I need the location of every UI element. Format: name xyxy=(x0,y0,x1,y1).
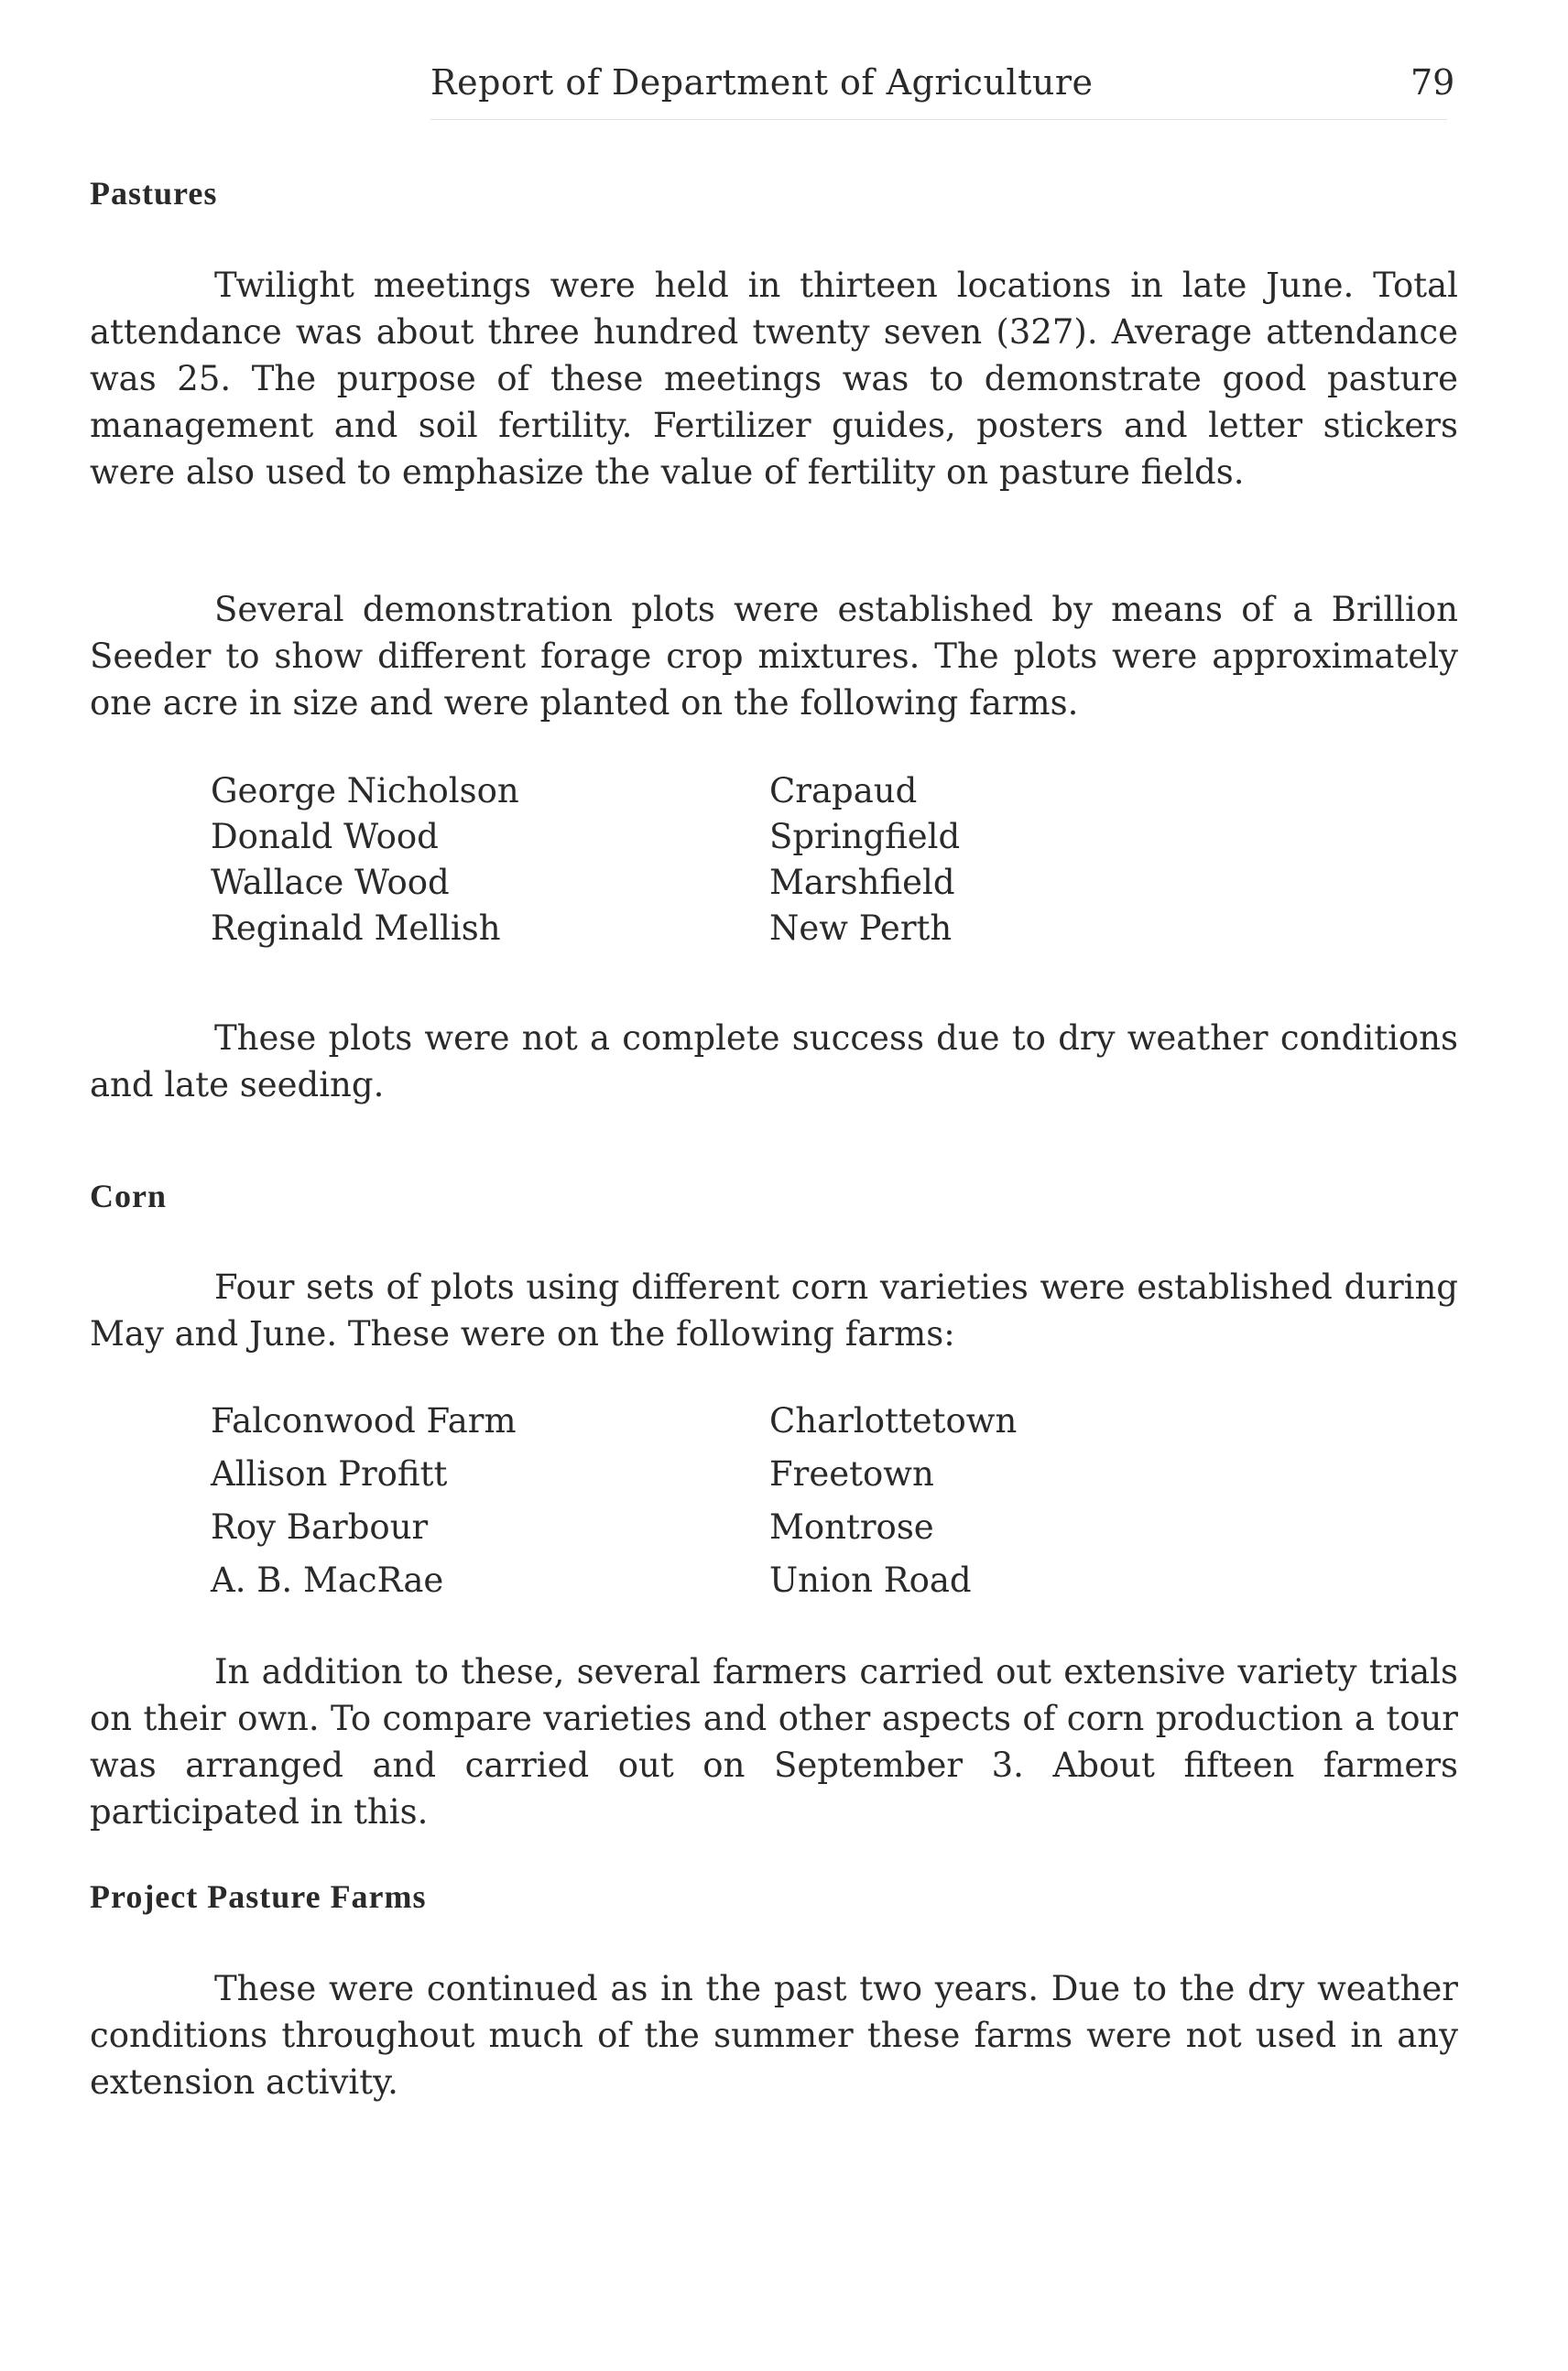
farmer-name: A. B. MacRae xyxy=(211,1561,444,1600)
farmer-name: Wallace Wood xyxy=(211,863,450,902)
pastures-closing-paragraph: These plots were not a complete success due to dry weather conditions and late seeding. xyxy=(90,1018,1458,1104)
corn-closing-paragraph: In addition to these, several farmers carried out extensive variety trials on their own. To compare varieties and other aspects of corn production a tour was arranged and carried out on September 3. About fifteen farmers participated in this. xyxy=(90,1652,1458,1832)
farm-location: Charlottetown xyxy=(769,1401,1018,1441)
farmer-name: Reginald Mellish xyxy=(211,908,501,948)
farm-location: Freetown xyxy=(769,1454,934,1494)
farm-location: Springfield xyxy=(769,817,961,856)
farm-location: New Perth xyxy=(769,908,953,948)
project-pasture-farms-paragraph: These were continued as in the past two years. Due to the dry weather conditions throughout much of the summer these farms were not used in any extension activity. xyxy=(90,1969,1458,2102)
corn-paragraph-1: Four sets of plots using different corn varieties were established during May and June. These were on the following farms: xyxy=(90,1267,1458,1354)
farm-location: Marshfield xyxy=(769,863,955,902)
farmer-name: Falconwood Farm xyxy=(211,1401,517,1441)
page-header xyxy=(0,62,1568,117)
header-rule xyxy=(430,119,1447,120)
farm-location: Crapaud xyxy=(769,771,918,810)
section-heading-project-pasture-farms: Project Pasture Farms xyxy=(90,1878,427,1915)
pastures-paragraph-1: Twilight meetings were held in thirteen locations in late June. Total attendance was about three hundred twenty seven (327). Average attendance was 25. The purpose of these meetings was to demonstrate good pasture management and soil fertility. Fertilizer guides, posters and letter stickers were also used to emphasize the value of fertility on pasture fields. xyxy=(90,266,1458,492)
farmer-name: Roy Barbour xyxy=(211,1507,429,1547)
pastures-paragraph-2: Several demonstration plots were established by means of a Brillion Seeder to show different forage crop mixtures. The plots were approximately one acre in size and were planted on the following farms. xyxy=(90,590,1458,723)
running-head: Report of Department of Agriculture xyxy=(430,62,1094,103)
farmer-name: Donald Wood xyxy=(211,817,439,856)
page-number: 79 xyxy=(1410,62,1455,103)
section-heading-corn: Corn xyxy=(90,1178,167,1214)
farmer-name: Allison Profitt xyxy=(211,1454,448,1494)
farm-location: Union Road xyxy=(769,1561,972,1600)
farmer-name: George Nicholson xyxy=(211,771,519,810)
section-heading-pastures: Pastures xyxy=(90,175,218,212)
farm-location: Montrose xyxy=(769,1507,934,1547)
